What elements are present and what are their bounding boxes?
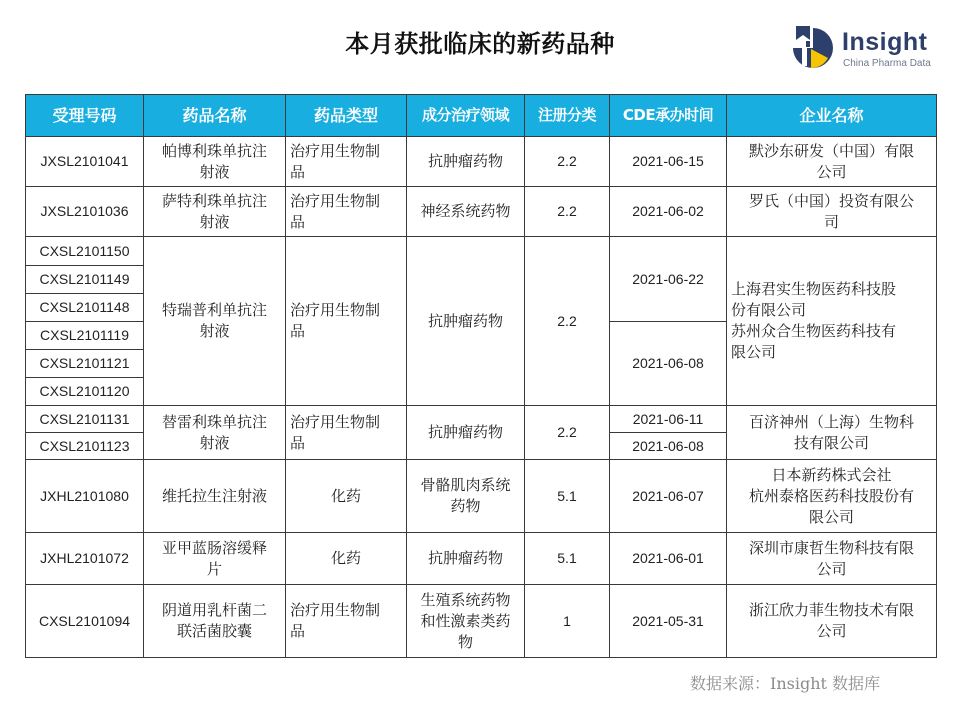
logo-name: Insight [842, 28, 928, 56]
cde-date: 2021-06-02 [610, 187, 727, 237]
acceptance-code: CXSL2101148 [26, 294, 144, 322]
drug-name: 替雷利珠单抗注 射液 [144, 406, 286, 460]
company-name: 上海君实生物医药科技股 份有限公司 苏州众合生物医药科技有 限公司 [727, 237, 937, 406]
drug-type: 治疗用生物制 品 [286, 137, 407, 187]
acceptance-code: CXSL2101150 [26, 237, 144, 266]
acceptance-code: CXSL2101123 [26, 433, 144, 460]
acceptance-code: CXSL2101149 [26, 266, 144, 294]
col-header-area: 成分治疗领域 [407, 95, 525, 137]
drug-type: 治疗用生物制 品 [286, 187, 407, 237]
registration-class: 5.1 [525, 460, 610, 533]
therapy-area: 抗肿瘤药物 [407, 237, 525, 406]
acceptance-code: CXSL2101119 [26, 322, 144, 350]
drug-type: 化药 [286, 460, 407, 533]
drug-type: 化药 [286, 533, 407, 585]
col-header-company: 企业名称 [727, 95, 937, 137]
drug-name: 阴道用乳杆菌二 联活菌胶囊 [144, 585, 286, 658]
registration-class: 2.2 [525, 187, 610, 237]
col-header-class: 注册分类 [525, 95, 610, 137]
table-row [26, 585, 937, 658]
drug-name: 特瑞普利单抗注 射液 [144, 237, 286, 406]
acceptance-code: CXSL2101131 [26, 406, 144, 433]
company-name: 深圳市康哲生物科技有限 公司 [727, 533, 937, 585]
therapy-area: 生殖系统药物 和性激素类药 物 [407, 585, 525, 658]
therapy-area: 神经系统药物 [407, 187, 525, 237]
registration-class: 2.2 [525, 137, 610, 187]
logo-subtitle: China Pharma Data [843, 58, 931, 69]
cde-date: 2021-06-07 [610, 460, 727, 533]
insight-logo [784, 22, 934, 74]
drug-name: 维托拉生注射液 [144, 460, 286, 533]
acceptance-code: JXHL2101080 [26, 460, 144, 533]
page-title: 本月获批临床的新药品种 [345, 30, 615, 58]
acceptance-code: CXSL2101121 [26, 350, 144, 378]
cde-date: 2021-06-08 [610, 322, 727, 406]
cde-date: 2021-06-08 [610, 433, 727, 460]
col-header-code: 受理号码 [26, 95, 144, 137]
acceptance-code: JXSL2101036 [26, 187, 144, 237]
cde-date: 2021-06-15 [610, 137, 727, 187]
data-source-note: 数据来源：Insight 数据库 [690, 674, 881, 693]
drug-name: 亚甲蓝肠溶缓释 片 [144, 533, 286, 585]
table-row [26, 187, 937, 237]
registration-class: 1 [525, 585, 610, 658]
table-row [26, 460, 937, 533]
col-header-name: 药品名称 [144, 95, 286, 137]
acceptance-code: JXHL2101072 [26, 533, 144, 585]
registration-class: 2.2 [525, 237, 610, 406]
company-name: 浙江欣力菲生物技术有限 公司 [727, 585, 937, 658]
drug-type: 治疗用生物制 品 [286, 406, 407, 460]
therapy-area: 抗肿瘤药物 [407, 406, 525, 460]
registration-class: 5.1 [525, 533, 610, 585]
table-header-row [26, 95, 937, 137]
table-row [26, 237, 937, 266]
drug-table [25, 94, 937, 658]
insight-logo-mark-icon [784, 22, 836, 74]
therapy-area: 抗肿瘤药物 [407, 137, 525, 187]
col-header-date: CDE承办时间 [610, 95, 727, 137]
therapy-area: 抗肿瘤药物 [407, 533, 525, 585]
col-header-type: 药品类型 [286, 95, 407, 137]
table-row [26, 533, 937, 585]
company-name: 默沙东研发（中国）有限 公司 [727, 137, 937, 187]
company-name: 日本新药株式会社 杭州泰格医药科技股份有 限公司 [727, 460, 937, 533]
drug-name: 萨特利珠单抗注 射液 [144, 187, 286, 237]
acceptance-code: CXSL2101120 [26, 378, 144, 406]
company-name: 罗氏（中国）投资有限公 司 [727, 187, 937, 237]
cde-date: 2021-06-01 [610, 533, 727, 585]
cde-date: 2021-05-31 [610, 585, 727, 658]
table-row [26, 137, 937, 187]
company-name: 百济神州（上海）生物科 技有限公司 [727, 406, 937, 460]
therapy-area: 骨骼肌肉系统 药物 [407, 460, 525, 533]
drug-type: 治疗用生物制 品 [286, 585, 407, 658]
acceptance-code: CXSL2101094 [26, 585, 144, 658]
drug-type: 治疗用生物制 品 [286, 237, 407, 406]
cde-date: 2021-06-22 [610, 237, 727, 322]
cde-date: 2021-06-11 [610, 406, 727, 433]
acceptance-code: JXSL2101041 [26, 137, 144, 187]
registration-class: 2.2 [525, 406, 610, 460]
drug-name: 帕博利珠单抗注 射液 [144, 137, 286, 187]
table-row [26, 406, 937, 433]
